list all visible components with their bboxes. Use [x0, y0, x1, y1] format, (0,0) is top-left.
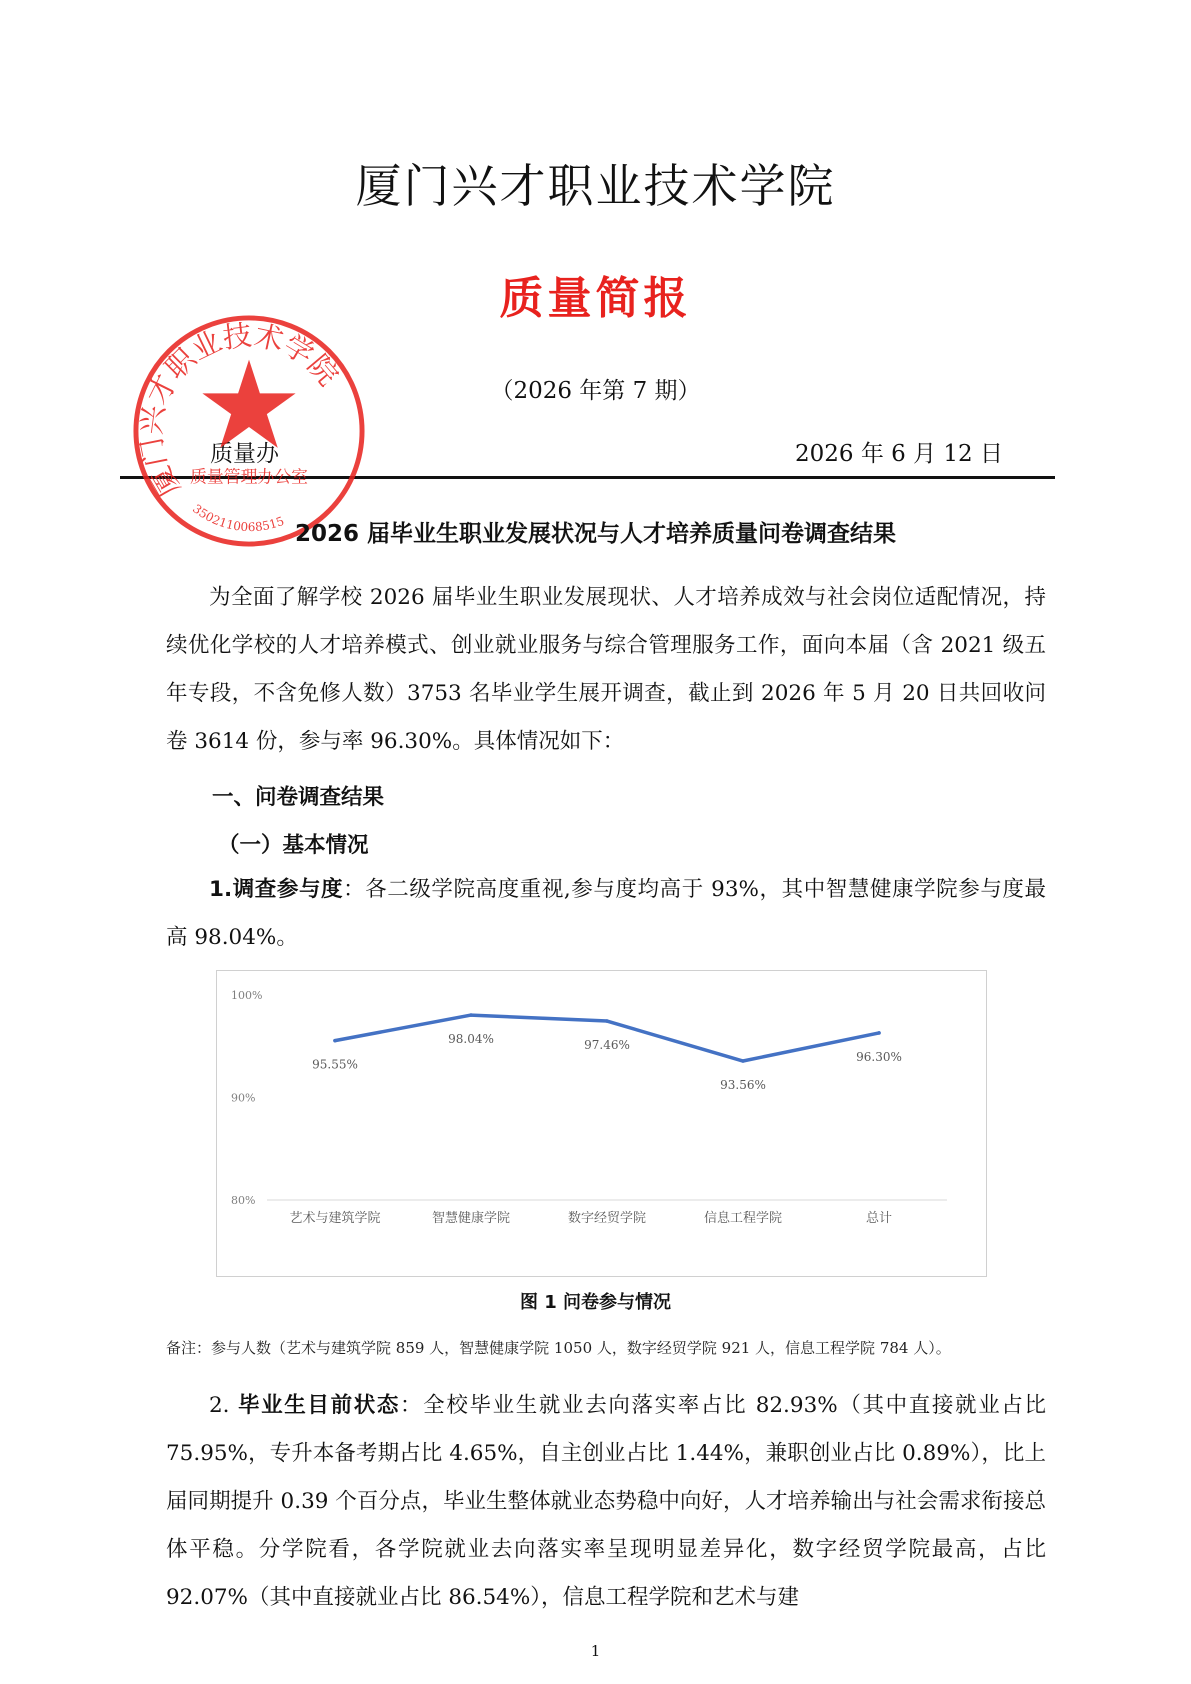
- data-point: [469, 1013, 473, 1017]
- participation-lead: 1.调查参与度: [209, 877, 344, 902]
- seal-inner-text: 质量管理办公室: [190, 466, 308, 487]
- intro-paragraph: 为全面了解学校 2026 届毕业生职业发展现状、人才培养成效与社会岗位适配情况，持续优化学校的人才培养模式、创业就业服务与综合管理服务工作，面向本届（含 2021 级五年专段，不含免修人数）3753 名毕业学生展开调查，截止到 2026 年 5 月 20 日共回收问卷 3614 份，参与率 96.30%。具体情况如下：: [166, 585, 1046, 754]
- figure-caption: 图 1 问卷参与情况: [519, 1292, 672, 1313]
- participation-text: ：各二级学院高度重视,参与度均高于 93%，其中智慧健康学院参与度最高 98.04%。: [166, 877, 1046, 950]
- x-tick-label: 总计: [865, 1211, 893, 1226]
- status-lead: 毕业生目前状态: [238, 1393, 401, 1418]
- participation-paragraph: [166, 866, 1046, 962]
- x-tick-label: 数字经贸学院: [567, 1211, 647, 1226]
- data-label: 98.04%: [448, 1032, 494, 1047]
- data-point: [605, 1019, 609, 1023]
- report-title: 2026 届毕业生职业发展状况与人才培养质量问卷调查结果: [294, 521, 897, 547]
- seal-star-icon: [202, 360, 295, 448]
- issuing-office: 质量办: [210, 441, 279, 467]
- y-tick-label: 90%: [231, 1091, 256, 1105]
- participation-chart: [216, 970, 987, 1277]
- status-paragraph: [166, 1382, 1046, 1622]
- publication-title: 质量简报: [499, 273, 692, 324]
- participation-line-chart: [217, 971, 986, 1276]
- y-tick-label: 80%: [231, 1194, 256, 1207]
- subsection-heading: （一）基本情况: [218, 833, 369, 858]
- data-point: [741, 1059, 745, 1063]
- data-label: 95.55%: [312, 1057, 358, 1072]
- seal-code: 3502110068515: [190, 501, 287, 535]
- data-label: 97.46%: [584, 1038, 630, 1053]
- x-tick-label: 智慧健康学院: [431, 1211, 511, 1226]
- seal-ring-text: 厦门兴才职业技术学院: [133, 317, 346, 503]
- institution-title: 厦门兴才职业技术学院: [355, 159, 836, 213]
- data-label: 96.30%: [856, 1049, 902, 1064]
- x-tick-label: 信息工程学院: [703, 1211, 783, 1226]
- issue-date: 2026 年 6 月 12 日: [795, 441, 1003, 467]
- y-tick-label: 100%: [231, 989, 263, 1002]
- x-tick-label: 艺术与建筑学院: [289, 1211, 381, 1226]
- data-point: [877, 1031, 881, 1035]
- status-number: 2.: [209, 1393, 238, 1418]
- status-text: ：全校毕业生就业去向落实率占比 82.93%（其中直接就业占比 75.95%，专升本备考期占比 4.65%，自主创业占比 1.44%，兼职创业占比 0.89%），比上届同期提升 0.39 个百分点，毕业生整体就业态势稳中向好，人才培养输出与社会需求衔接总体平稳。分学院看，各学院就业去向落实率呈现明显差异化，数字经贸学院最高，占比 92.07%（其中直接就业占比 86.54%），信息工程学院和艺术与建: [166, 1393, 1046, 1610]
- issue-number: （2026 年第 7 期）: [490, 378, 701, 404]
- data-label: 93.56%: [720, 1078, 766, 1093]
- data-point: [333, 1039, 337, 1043]
- page-number: 1: [590, 1642, 601, 1660]
- section-heading: 一、问卷调查结果: [212, 785, 385, 810]
- figure-note: 备注：参与人数（艺术与建筑学院 859 人，智慧健康学院 1050 人，数字经贸学院 921 人，信息工程学院 784 人）。: [166, 1339, 951, 1357]
